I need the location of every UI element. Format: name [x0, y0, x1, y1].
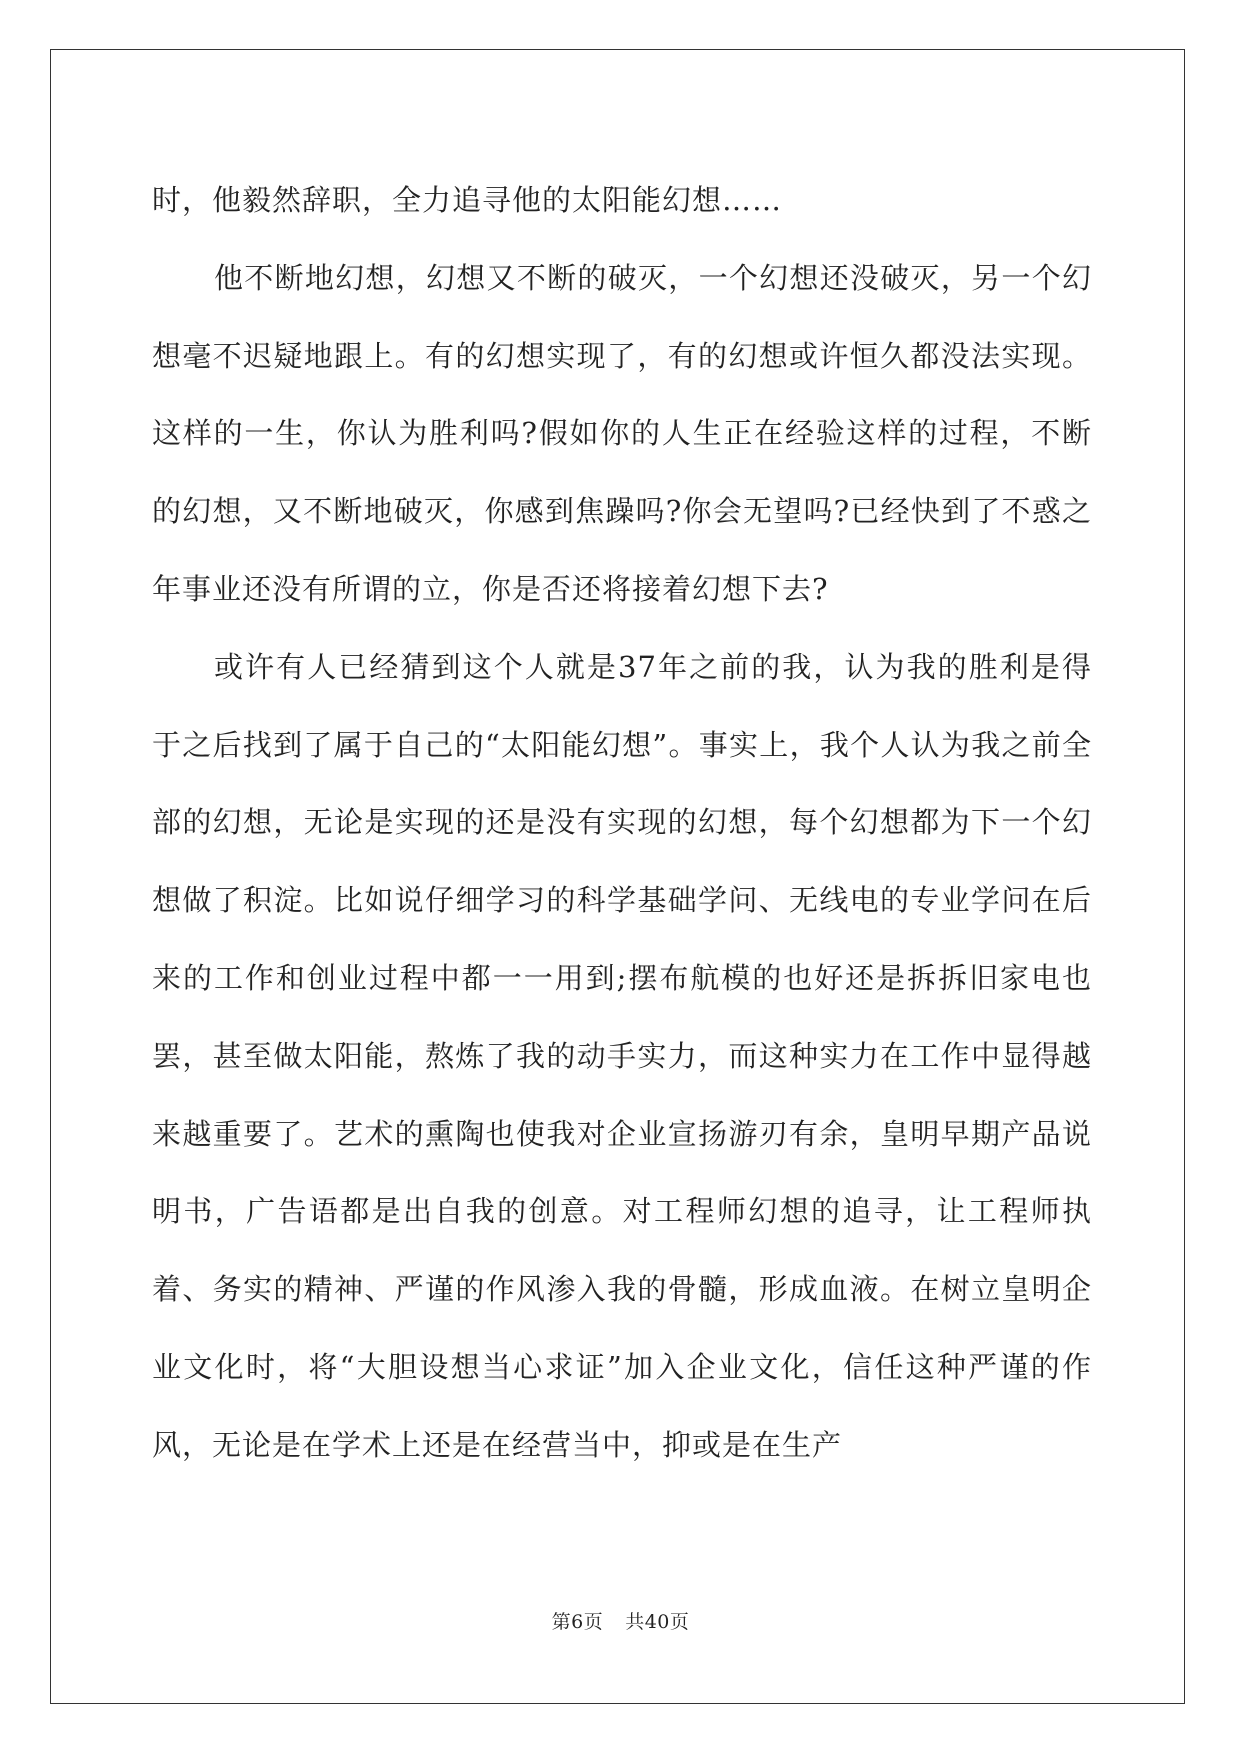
page-number: 第6页	[551, 1611, 604, 1633]
paragraph-3: 或许有人已经猜到这个人就是37年之前的我，认为我的胜利是得于之后找到了属于自己的“太阳能幻想”。事实上，我个人认为我之前全部的幻想，无论是实现的还是没有实现的幻想，每个幻想都为下一个幻想做了积淀。比如说仔细学习的科学基础学问、无线电的专业学问在后来的工作和创业过程中都一一用到;摆布航模的也好还是拆拆旧家电也罢，甚至做太阳能，熬炼了我的动手实力，而这种实力在工作中显得越来越重要了。艺术的熏陶也使我对企业宣扬游刃有余，皇明早期产品说明书，广告语都是出自我的创意。对工程师幻想的追寻，让工程师执着、务实的精神、严谨的作风渗入我的骨髓，形成血液。在树立皇明企业文化时，将“大胆设想当心求证”加入企业文化，信任这种严谨的作风，无论是在学术上还是在经营当中，抑或是在生产	[152, 649, 1092, 1462]
page-total: 共40页	[625, 1611, 690, 1633]
document-body	[152, 162, 1092, 1485]
page-footer	[0, 1607, 1241, 1634]
paragraph-1: 时，他毅然辞职，全力追寻他的太阳能幻想……	[152, 183, 783, 217]
paragraph-2: 他不断地幻想，幻想又不断的破灭，一个幻想还没破灭，另一个幻想毫不迟疑地跟上。有的幻想实现了，有的幻想或许恒久都没法实现。这样的一生，你认为胜利吗?假如你的人生正在经验这样的过程，不断的幻想，又不断地破灭，你感到焦躁吗?你会无望吗?已经快到了不惑之年事业还没有所谓的立，你是否还将接着幻想下去?	[152, 260, 1092, 606]
